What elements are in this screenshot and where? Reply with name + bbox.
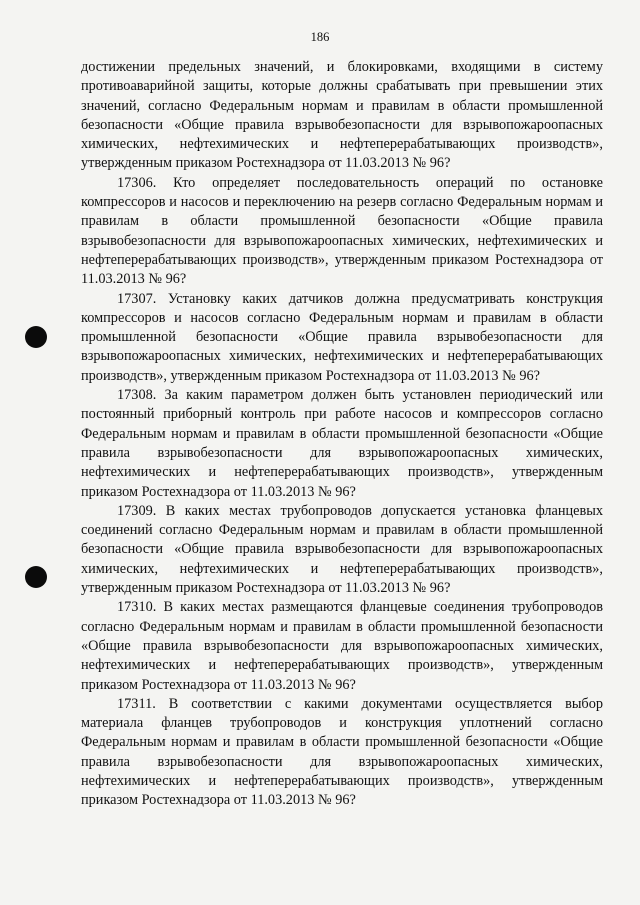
paragraph-continuation: достижении предельных значений, и блокировками, входящими в систему противоаварийной защиты, которые должны срабатывать при превышении этих значений, согласно Федеральным нормам и правилам в области промышленной безопасности «Общие правила взрывобезопасности для взрывопожароопасных химических, нефтехимических и нефтеперерабатывающих производств», утвержденным приказом Ростехнадзора от 11.03.2013 № 96?: [81, 59, 603, 172]
question-17308: 17308. За каким параметром должен быть установлен периодический или постоянный приборный контроль при работе насосов и компрессоров согласно Федеральным нормам и правилам в области промышленной безопасности «Общие правила взрывобезопасности для взрывопожароопасных химических, нефтехимических и нефтеперерабатывающих производств», утвержденным приказом Ростехнадзора от 11.03.2013 № 96?: [81, 387, 603, 500]
document-body: [81, 58, 603, 811]
question-17309: 17309. В каких местах трубопроводов допускается установка фланцевых соединений согласно Федеральным нормам и правилам в области промышленной безопасности «Общие правила взрывобезопасности для взрывопожароопасных химических, нефтехимических и нефтеперерабатывающих производств», утвержденным приказом Ростехнадзора от 11.03.2013 № 96?: [81, 502, 603, 597]
punch-hole-icon: [25, 326, 47, 348]
question-17307: 17307. Установку каких датчиков должна предусматривать конструкция компрессоров и насосов согласно Федеральным нормам и правилам в области промышленной безопасности «Общие правила взрывобезопасности для взрывопожароопасных химических, нефтехимических и нефтеперерабатывающих производств», утвержденным приказом Ростехнадзора от 11.03.2013 № 96?: [81, 290, 603, 384]
question-17310: 17310. В каких местах размещаются фланцевые соединения трубопроводов согласно Федеральным нормам и правилам в области промышленной безопасности «Общие правила взрывобезопасности для взрывопожароопасных химических, нефтехимических и нефтеперерабатывающих производств», утвержденным приказом Ростехнадзора от 11.03.2013 № 96?: [81, 599, 603, 693]
question-17311: 17311. В соответствии с какими документами осуществляется выбор материала фланцев трубопроводов и конструкция уплотнений согласно Федеральным нормам и правилам в области промышленной безопасности «Общие правила взрывобезопасности для взрывопожароопасных химических, нефтехимических и нефтеперерабатывающих производств», утвержденным приказом Ростехнадзора от 11.03.2013 № 96?: [81, 695, 603, 809]
question-17306: 17306. Кто определяет последовательность операций по остановке компрессоров и насосов и переключению на резерв согласно Федеральным нормам и правилам в области промышленной безопасности «Общие правила взрывобезопасности для взрывопожароопасных химических, нефтехимических и нефтеперерабатывающих производств», утвержденным приказом Ростехнадзора от 11.03.2013 № 96?: [81, 174, 603, 288]
page-number: 186: [310, 30, 330, 44]
punch-hole-icon: [25, 566, 47, 588]
